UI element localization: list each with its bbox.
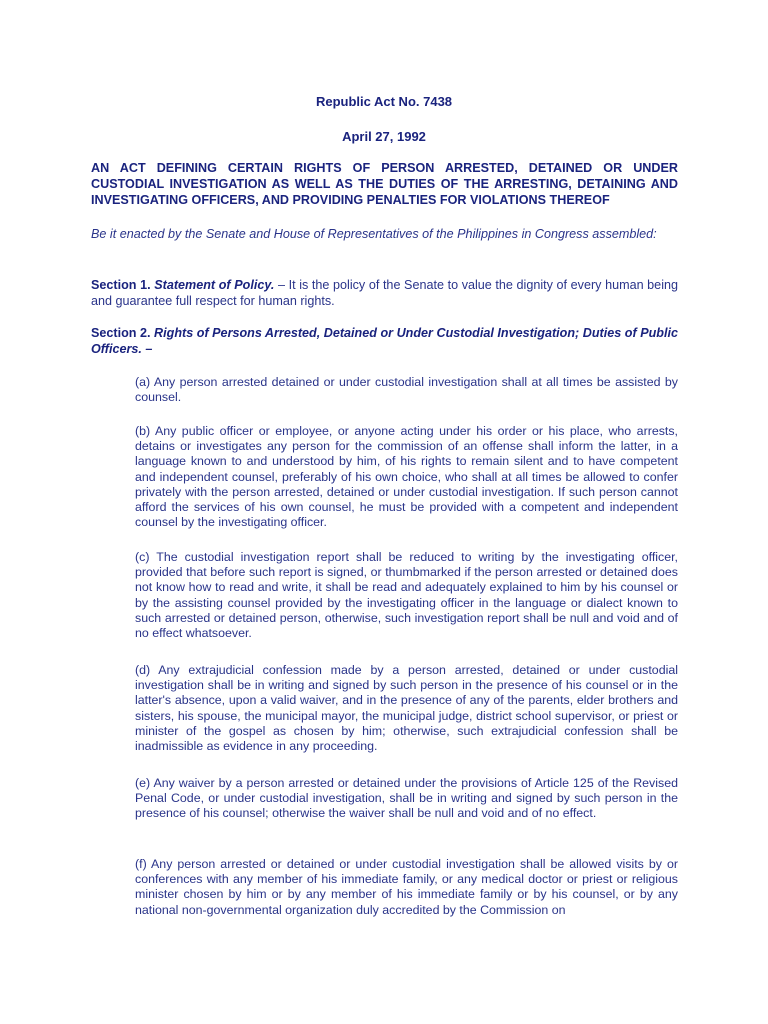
act-date: April 27, 1992 [342,129,426,144]
act-title: AN ACT DEFINING CERTAIN RIGHTS OF PERSON ARRESTED, DETAINED OR UNDER CUSTODIAL INVESTIGATION AS WELL AS THE DUTIES OF THE ARRESTING, DETAINING AND INVESTIGATING OFFICERS, AND PROVIDING PENALTIES FOR VIOLATIONS THEREOF [91,161,678,207]
clause-f: (f) Any person arrested or detained or under custodial investigation shall be allowed visits by or conferences with any member of his immediate family, or any medical doctor or priest or religious minister chosen by him or by any member of his immediate family or by his counsel, or by any national non-governmental organization duly accredited by the Commission on [135,857,678,917]
section-1 [91,277,678,309]
clause-e: (e) Any waiver by a person arrested or detained under the provisions of Article 125 of the Revised Penal Code, or under custodial investigation, shall be in writing and signed by such person in the presence of his counsel; otherwise the waiver shall be null and void and of no effect. [135,776,678,821]
clause-c: (c) The custodial investigation report shall be reduced to writing by the investigating officer, provided that before such report is signed, or thumbmarked if the person arrested or detained does not know how to read and write, it shall be read and adequately explained to him by his counsel or by the assisting counsel provided by the investigating officer in the language or dialect known to such arrested or detained person, otherwise, such investigation report shall be null and void and of no effect whatsoever. [135,550,678,641]
act-number: Republic Act No. 7438 [315,94,453,109]
section-1-label: Section 1. [91,278,151,292]
clause-a: (a) Any person arrested detained or under custodial investigation shall at all times be assisted by counsel. [135,375,678,405]
clause-d: (d) Any extrajudicial confession made by a person arrested, detained or under custodial investigation shall be in writing and signed by such person in the presence of his counsel or in the latter's absence, upon a valid waiver, and in the presence of any of the parents, elder brothers and sisters, his spouse, the municipal mayor, the municipal judge, district school supervisor, or priest or minister of the gospel as chosen by him; otherwise, such extrajudicial confession shall be inadmissible as evidence in any proceeding. [135,663,678,754]
section-1-heading: Statement of Policy. [154,278,275,292]
section-2-heading: Rights of Persons Arrested, Detained or Under Custodial Investigation; Duties of Public Officers. [91,326,678,356]
section-1-body: – It is the policy of the Senate to value the dignity of every human being and guarantee full respect for human rights. [91,278,678,308]
clause-b: (b) Any public officer or employee, or anyone acting under his order or his place, who arrests, detains or investigates any person for the commission of an offense shall inform the latter, in a language known to and understood by him, of his rights to remain silent and to have competent and independent counsel, preferably of his own choice, who shall at all times be allowed to confer privately with the person arrested, detained or under custodial investigation. If such person cannot afford the services of his own counsel, he must be provided with a competent and independent counsel by the investigating officer. [135,424,678,530]
section-2 [91,325,678,357]
section-2-label: Section 2. [91,326,151,340]
section-2-body: – [141,342,153,356]
enacting-clause: Be it enacted by the Senate and House of Representatives of the Philippines in Congress assembled: [91,227,657,241]
